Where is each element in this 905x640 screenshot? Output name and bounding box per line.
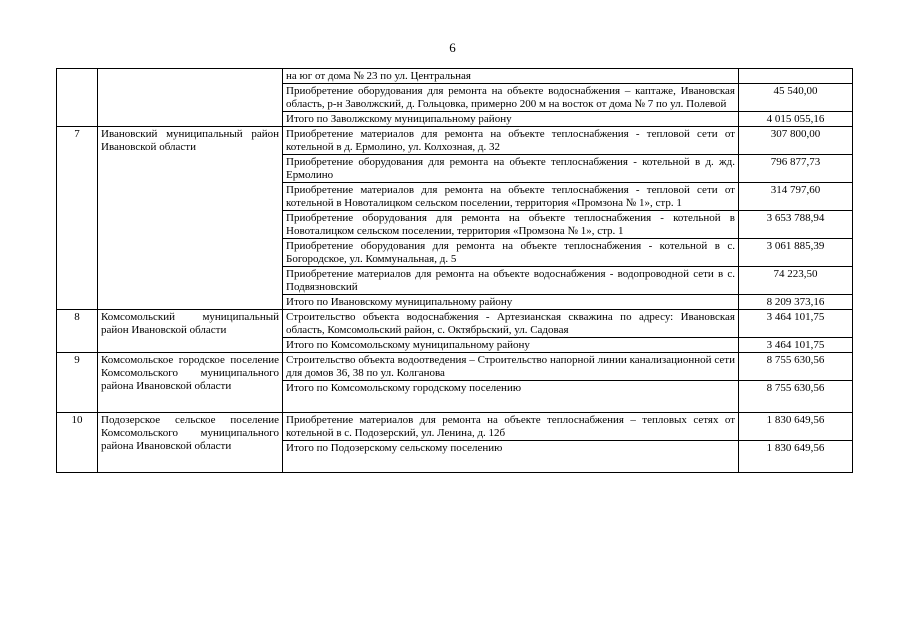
amount-cell: 8 755 630,56 <box>739 353 853 381</box>
total-description-cell: Итого по Заволжскому муниципальному району <box>283 112 739 127</box>
page-number: 6 <box>449 40 456 55</box>
description-cell: Приобретение оборудования для ремонта на объекте теплоснабжения - котельной в Новоталицком сельском поселении, территория «Промзона № 1», стр. 1 <box>283 211 739 239</box>
table-row <box>57 310 853 338</box>
amount-cell: 74 223,50 <box>739 267 853 295</box>
total-amount-cell: 1 830 649,56 <box>739 441 853 473</box>
row-number-cell: 8 <box>57 310 98 353</box>
organization-cell: Ивановский муниципальный район Ивановской области <box>98 127 283 310</box>
organization-cell: Комсомольское городское поселение Комсомольского муниципального района Ивановской области <box>98 353 283 413</box>
total-amount-cell: 8 755 630,56 <box>739 381 853 413</box>
row-number-cell: 10 <box>57 413 98 473</box>
amount-cell: 45 540,00 <box>739 84 853 112</box>
amount-cell <box>739 69 853 84</box>
amount-cell: 314 797,60 <box>739 183 853 211</box>
organization-cell <box>98 69 283 127</box>
description-cell: Приобретение материалов для ремонта на объекте водоснабжения - водопроводной сети в с. Подвязновский <box>283 267 739 295</box>
amount-cell: 3 653 788,94 <box>739 211 853 239</box>
total-description-cell: Итого по Ивановскому муниципальному району <box>283 295 739 310</box>
description-cell: Приобретение оборудования для ремонта на объекте водоснабжения – каптаже, Ивановская область, р-н Заволжский, д. Гольцовка, примерно 200 м на восток от дома № 7 по ул. Полевой <box>283 84 739 112</box>
organization-cell: Комсомольский муниципальный район Ивановской области <box>98 310 283 353</box>
description-cell: Строительство объекта водоотведения – Строительство напорной линии канализационной сети для домов 36, 38 по ул. Колганова <box>283 353 739 381</box>
amount-cell: 3 061 885,39 <box>739 239 853 267</box>
description-cell: Приобретение материалов для ремонта на объекте теплоснабжения - тепловой сети от котельной в д. Ермолино, ул. Колхозная, д. 32 <box>283 127 739 155</box>
description-cell: Приобретение материалов для ремонта на объекте теплоснабжения – тепловых сетях от котельной в с. Подозерский, ул. Ленина, д. 12б <box>283 413 739 441</box>
total-description-cell: Итого по Комсомольскому городскому поселению <box>283 381 739 413</box>
amount-cell: 796 877,73 <box>739 155 853 183</box>
table-row <box>57 353 853 381</box>
total-description-cell: Итого по Подозерскому сельскому поселению <box>283 441 739 473</box>
total-amount-cell: 8 209 373,16 <box>739 295 853 310</box>
amount-cell: 1 830 649,56 <box>739 413 853 441</box>
amount-cell: 3 464 101,75 <box>739 310 853 338</box>
total-amount-cell: 4 015 055,16 <box>739 112 853 127</box>
row-number-cell: 9 <box>57 353 98 413</box>
description-cell: Строительство объекта водоснабжения - Артезианская скважина по адресу: Ивановская область, Комсомольский район, с. Октябрьский, ул. Садовая <box>283 310 739 338</box>
description-cell: Приобретение оборудования для ремонта на объекте теплоснабжения - котельной в д. жд. Ермолино <box>283 155 739 183</box>
table-row <box>57 127 853 155</box>
organization-cell: Подозерское сельское поселение Комсомольского муниципального района Ивановской области <box>98 413 283 473</box>
row-number-cell: 7 <box>57 127 98 310</box>
total-description-cell: Итого по Комсомольскому муниципальному району <box>283 338 739 353</box>
amount-cell: 307 800,00 <box>739 127 853 155</box>
funding-table <box>56 68 853 473</box>
description-cell: Приобретение оборудования для ремонта на объекте теплоснабжения - котельной в с. Богородское, ул. Коммунальная, д. 5 <box>283 239 739 267</box>
table-row <box>57 69 853 84</box>
row-number-cell <box>57 69 98 127</box>
description-cell: Приобретение материалов для ремонта на объекте теплоснабжения - тепловой сети от котельной в Новоталицком сельском поселении, территория «Промзона № 1», стр. 1 <box>283 183 739 211</box>
description-cell: на юг от дома № 23 по ул. Центральная <box>283 69 739 84</box>
table-row <box>57 413 853 441</box>
total-amount-cell: 3 464 101,75 <box>739 338 853 353</box>
